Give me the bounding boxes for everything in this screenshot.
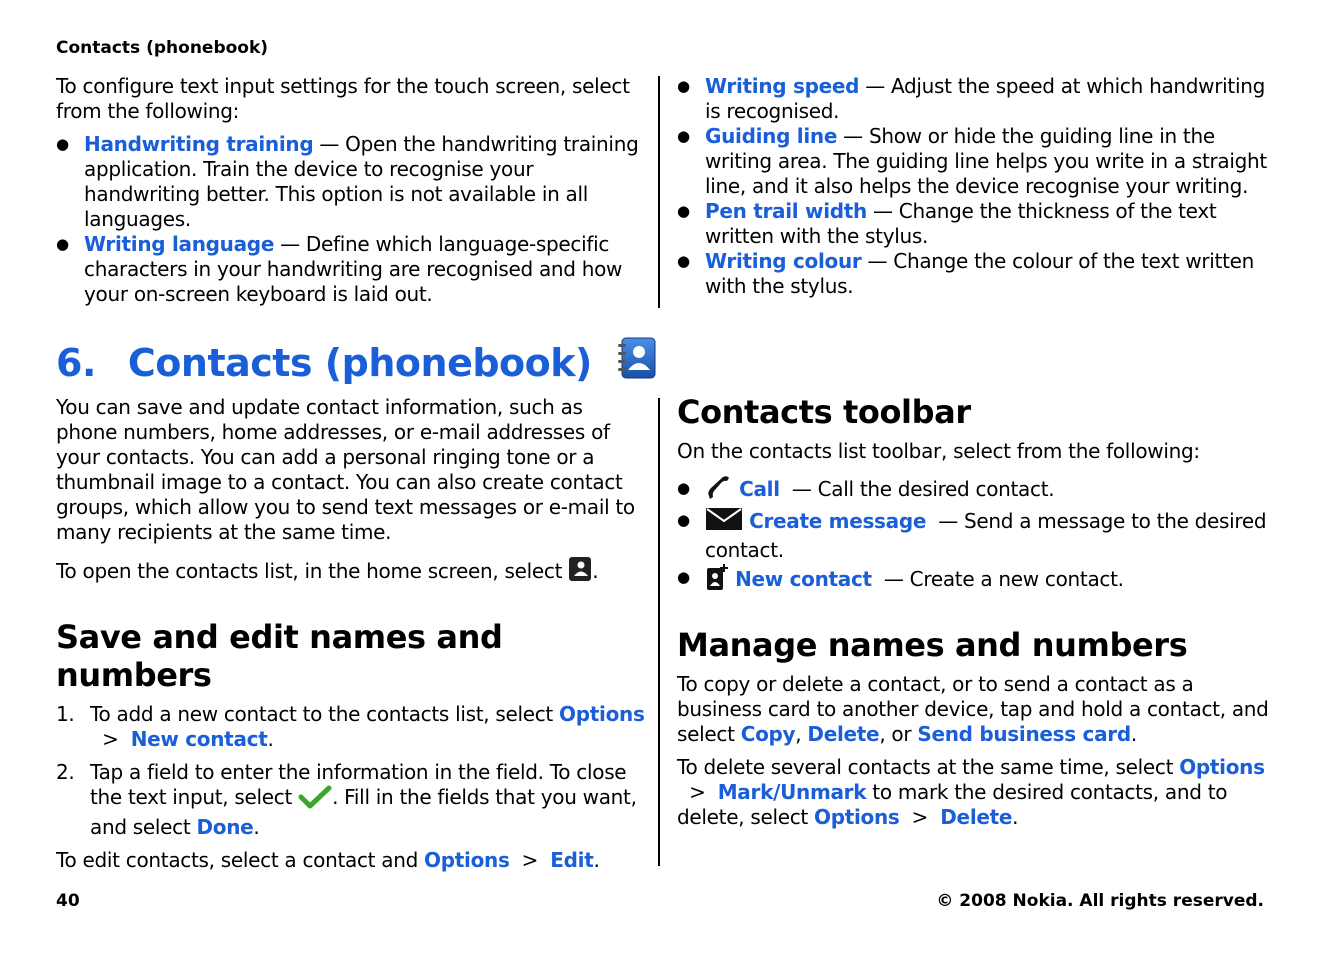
handwriting-training-link[interactable]: Handwriting training (84, 132, 314, 156)
chapter-heading (56, 336, 657, 389)
guiding-line-link[interactable]: Guiding line (705, 124, 838, 148)
list-item (677, 199, 1269, 249)
edit-link[interactable]: Edit (550, 848, 594, 872)
open-contacts-paragraph (56, 556, 648, 588)
copyright-notice: © 2008 Nokia. All rights reserved. (936, 891, 1264, 911)
step-number: 2. (56, 760, 75, 784)
list-item (677, 124, 1269, 199)
input-settings-intro: To configure text input settings for the touch screen, select from the following: (56, 74, 630, 123)
punctuation: . (1012, 805, 1019, 829)
punctuation: . (592, 559, 599, 583)
toolbar-intro: On the contacts list toolbar, select from the following: (677, 439, 1200, 463)
step-text: Tap a field to enter the information in the field. To close the text input, select (90, 760, 627, 809)
new-contact-icon[interactable] (705, 563, 729, 598)
contacts-intro: You can save and update contact information, such as phone numbers, home addresses, or e-mail addresses of your contacts. You can add a personal ringing tone or a thumbnail image to a contact. You can also create contact groups, which allow you to send text messages or e-mail to many recipients at the same time. (56, 395, 635, 544)
done-link[interactable]: Done (196, 815, 254, 839)
list-item (56, 132, 648, 232)
menu-separator: > (90, 727, 131, 751)
running-header: Contacts (phonebook) (56, 38, 269, 58)
conjunction: , or (879, 722, 918, 746)
list-item (56, 232, 648, 307)
list-item-text: — Show or hide the guiding line in the writing area. The guiding line helps you write in a straight line, and it also helps the device recognise your writing. (705, 124, 1267, 198)
input-settings-left (56, 74, 648, 307)
column-divider-top (658, 76, 660, 308)
options-link[interactable]: Options (814, 805, 900, 829)
options-link[interactable]: Options (1179, 755, 1265, 779)
new-contact-link[interactable]: New contact (735, 567, 872, 591)
save-steps-list (56, 702, 648, 840)
list-item-text: — Adjust the speed at which handwriting is recognised. (705, 74, 1265, 123)
call-link[interactable]: Call (739, 477, 780, 501)
send-business-card-link[interactable]: Send business card (917, 722, 1131, 746)
punctuation: , (795, 722, 808, 746)
step-item (56, 760, 648, 840)
menu-separator: > (677, 780, 718, 804)
save-edit-heading: Save and edit names and numbers (56, 618, 503, 694)
punctuation: . (267, 727, 274, 751)
page-number: 40 (56, 891, 80, 911)
toolbar-list (677, 474, 1273, 598)
list-item-text: — Call the desired contact. (779, 477, 1055, 501)
manage-paragraph-1 (677, 672, 1269, 747)
delete-link[interactable]: Delete (807, 722, 880, 746)
options-link[interactable]: Options (559, 702, 645, 726)
punctuation: . (253, 815, 260, 839)
punctuation: . (1130, 722, 1137, 746)
step-text: . Fill in the fields that you want, and select (90, 785, 637, 839)
edit-contacts-paragraph (56, 848, 648, 873)
edit-text: To edit contacts, select a contact and (56, 848, 425, 872)
writing-colour-link[interactable]: Writing colour (705, 249, 862, 273)
open-contacts-text: To open the contacts list, in the home screen, select (56, 559, 563, 583)
manage-text: To copy or delete a contact, or to send a contact as a business card to another device, tap and hold a contact, and select (677, 672, 1269, 746)
manage-text: to mark the desired contacts, and to delete, select (677, 780, 1228, 829)
chapter-title: Contacts (phonebook) (127, 341, 592, 385)
writing-language-link[interactable]: Writing language (84, 232, 275, 256)
create-message-link[interactable]: Create message (749, 509, 927, 533)
delete-link[interactable]: Delete (940, 805, 1013, 829)
step-item (56, 702, 648, 752)
list-item-text: — Create a new contact. (871, 567, 1124, 591)
punctuation: . (593, 848, 600, 872)
manage-paragraph-2 (677, 755, 1269, 830)
contacts-book-icon (617, 336, 657, 389)
column-divider-bottom (658, 398, 660, 866)
menu-separator: > (509, 848, 551, 872)
contacts-toolbar-heading: Contacts toolbar (677, 393, 971, 431)
list-item (677, 74, 1269, 124)
list-item-text: — Change the colour of the text written with the stylus. (705, 249, 1255, 298)
writing-speed-link[interactable]: Writing speed (705, 74, 860, 98)
mark-unmark-link[interactable]: Mark/Unmark (717, 780, 867, 804)
contacts-left-column (56, 395, 648, 873)
envelope-icon[interactable] (705, 507, 743, 537)
menu-separator: > (899, 805, 941, 829)
input-settings-list-left (56, 132, 648, 307)
pen-trail-width-link[interactable]: Pen trail width (705, 199, 867, 223)
manage-heading: Manage names and numbers (677, 626, 1188, 664)
contacts-app-icon[interactable] (568, 556, 592, 588)
phone-call-icon[interactable] (705, 474, 733, 507)
list-item (677, 474, 1269, 507)
checkmark-icon[interactable] (298, 785, 332, 815)
list-item-text: — Open the handwriting training application. Train the device to recognise your handwriting better. This option is not available in all languages. (84, 132, 639, 231)
list-item-text: — Change the thickness of the text written with the stylus. (705, 199, 1217, 248)
copy-link[interactable]: Copy (740, 722, 796, 746)
step-text: To add a new contact to the contacts list, select (90, 702, 560, 726)
input-settings-right (677, 74, 1269, 299)
list-item-text: — Send a message to the desired contact. (705, 509, 1273, 562)
contacts-right-column (677, 393, 1273, 830)
list-item (677, 563, 1269, 598)
manage-text: To delete several contacts at the same time, select (677, 755, 1180, 779)
options-link[interactable]: Options (424, 848, 510, 872)
input-settings-list-right (677, 74, 1269, 299)
list-item (677, 507, 1273, 563)
chapter-number: 6. (56, 341, 96, 385)
step-number: 1. (56, 702, 75, 726)
new-contact-link[interactable]: New contact (130, 727, 268, 751)
list-item (677, 249, 1269, 299)
list-item-text: — Define which language-specific characters in your handwriting are recognised and how your on-screen keyboard is laid out. (84, 232, 623, 306)
